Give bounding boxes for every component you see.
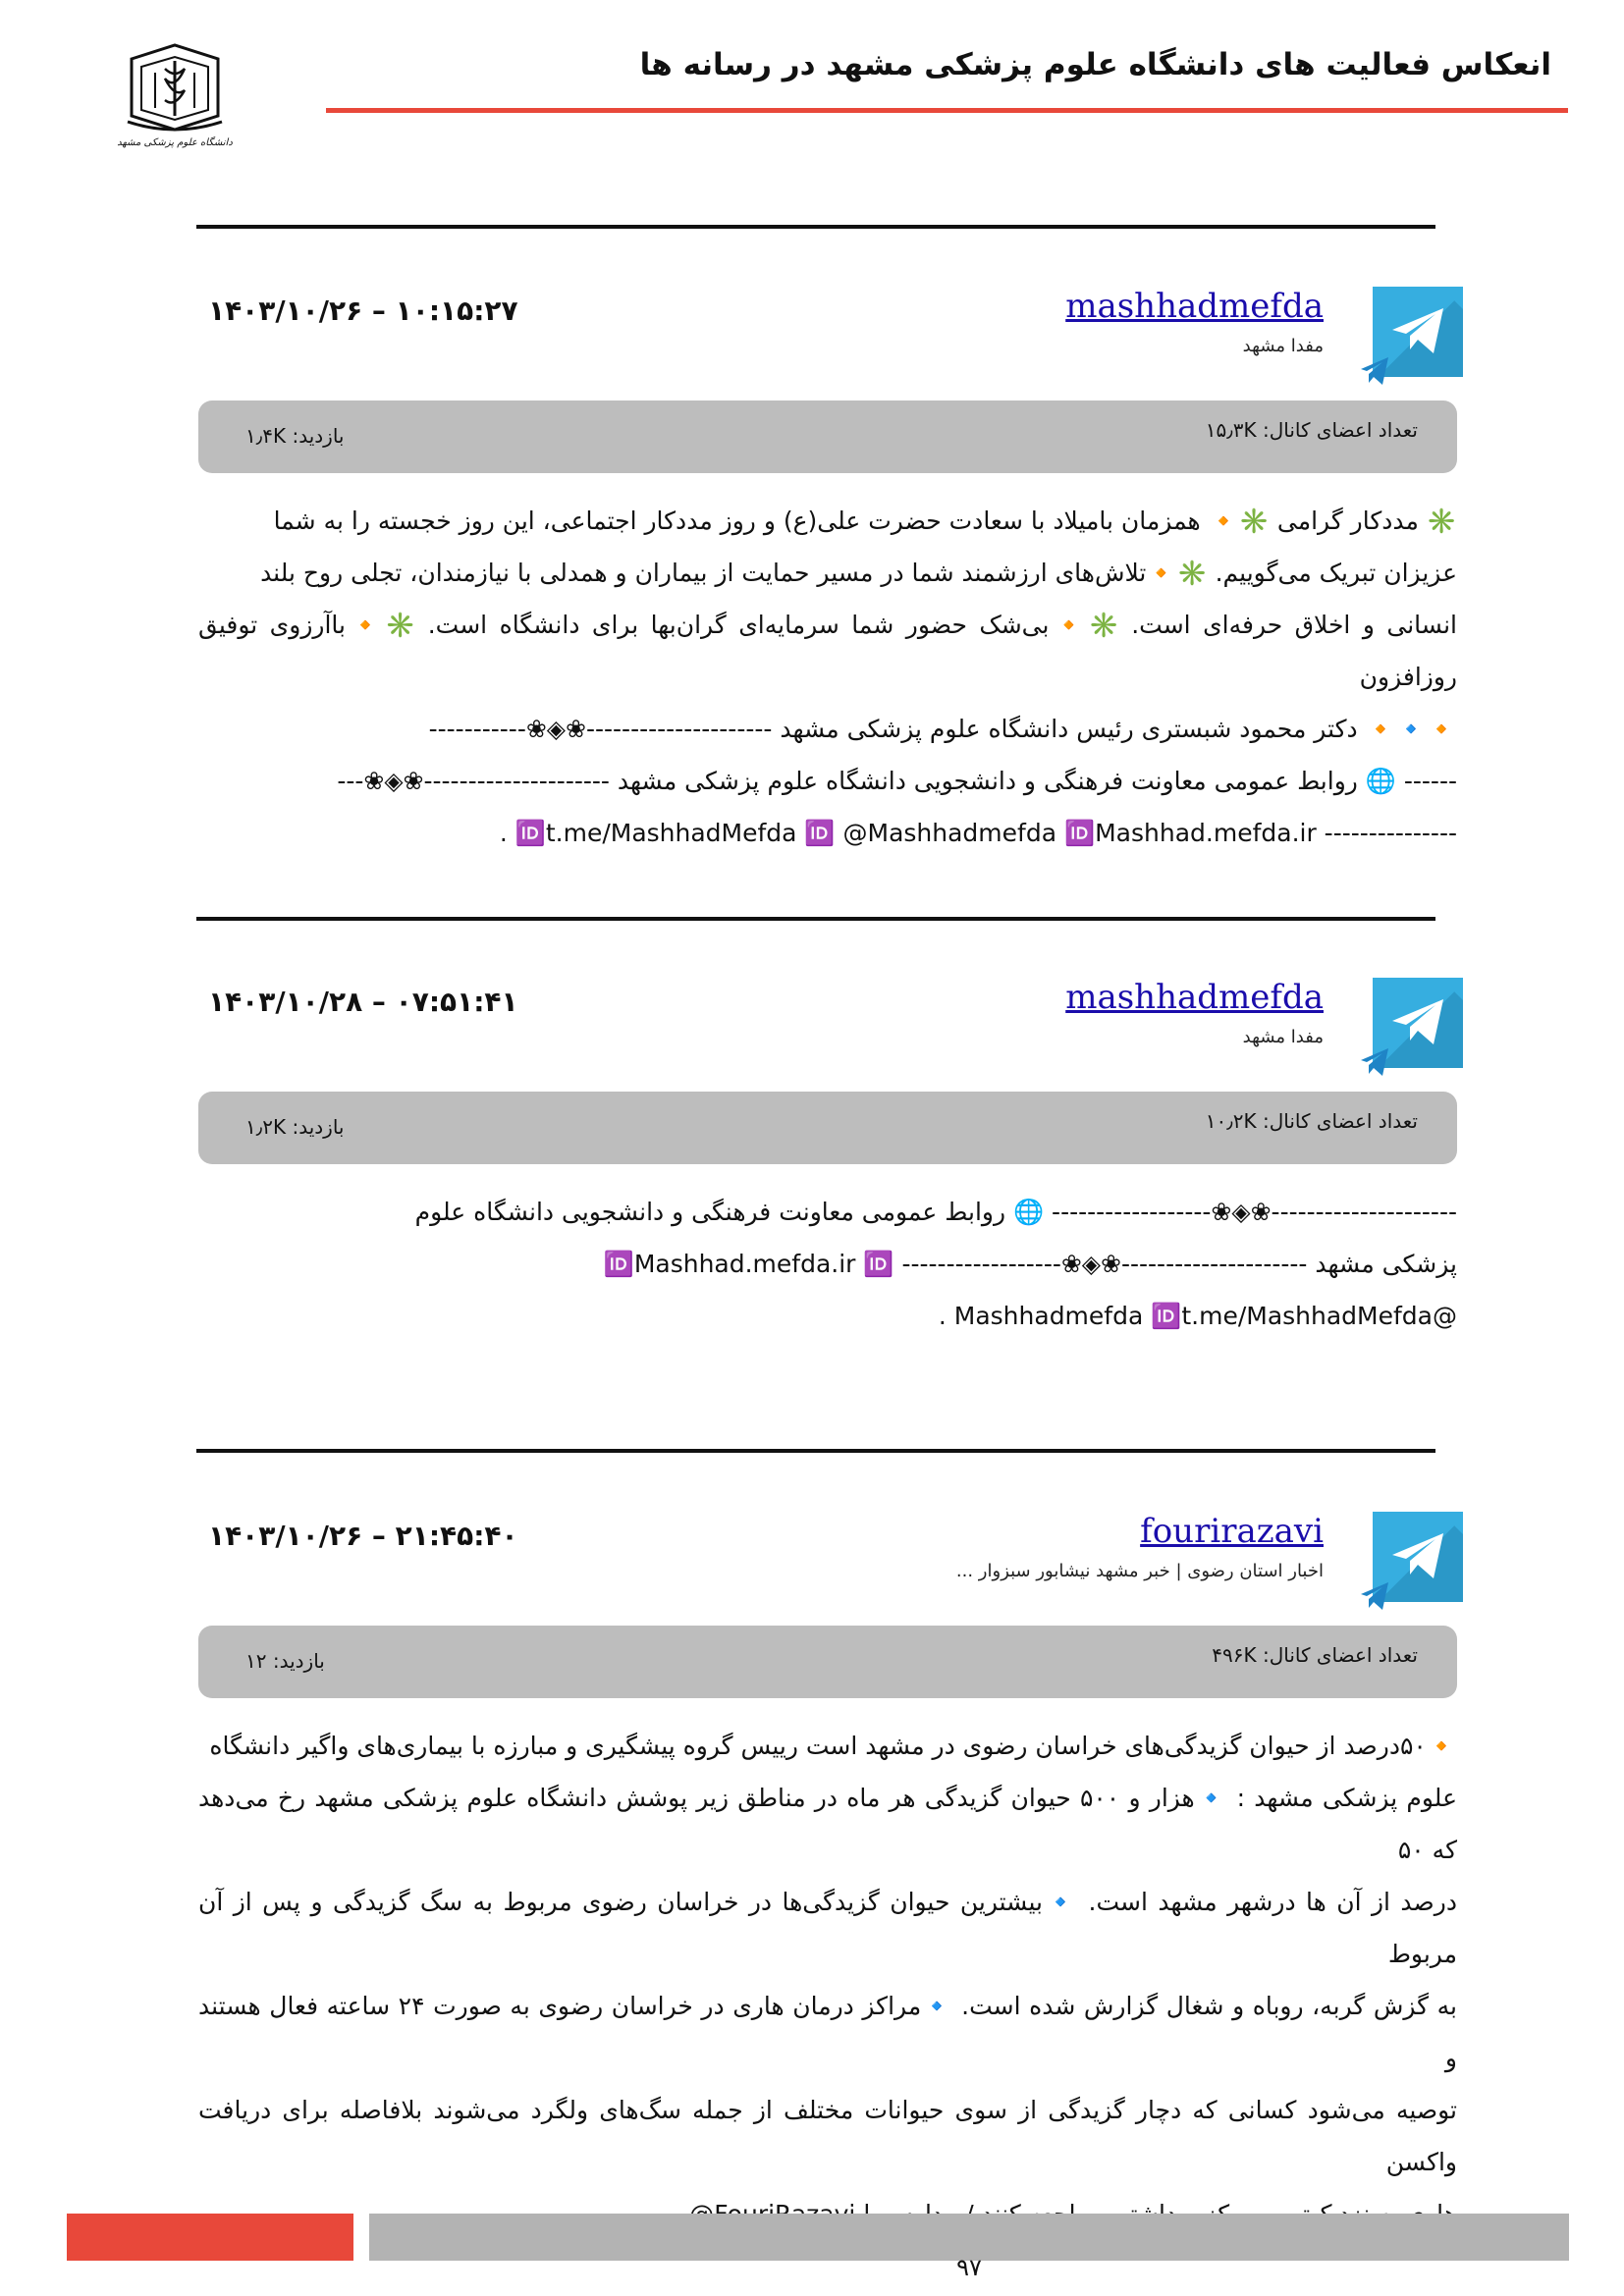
post-divider — [196, 1449, 1435, 1453]
post-datetime: ۱۴۰۳/۱۰/۲۶ – ۱۰:۱۵:۲۷ — [208, 294, 518, 327]
post-body-line: درصد از آن ها درشهر مشهد است. 🔹بیشترین حیوان گزیدگی‌ها در خراسان رضوی مربوط به سگ گزیدگی و پس از آن مربوط — [198, 1888, 1457, 1968]
post-body-line: ---------------------❀◈❀------------------ 🌐 روابط عمومی معاونت فرهنگی و دانشجویی دانشگاه علوم — [414, 1198, 1457, 1226]
members-label: تعداد اعضای کانال: — [1262, 1643, 1418, 1667]
channel-handle-link[interactable]: mashhadmefda — [1065, 978, 1324, 1017]
post-body-line: 🔸۵۰درصد از حیوان گزیدگی‌های خراسان رضوی در مشهد است رییس گروه پیشگیری و مبارزه با بیماری‌های واگیر دانشگاه — [209, 1732, 1457, 1760]
telegram-badge-icon — [1359, 355, 1390, 391]
channel-name: مفدا مشهد — [1242, 1027, 1324, 1047]
telegram-post — [196, 978, 1463, 1351]
views-label: بازدید: — [272, 1649, 325, 1673]
post-body-line: ------ 🌐 روابط عمومی معاونت فرهنگی و دانشجویی دانشگاه علوم پزشکی مشهد ---------------------❀◈❀--- — [337, 767, 1457, 795]
views-label: بازدید: — [292, 1115, 345, 1139]
post-body-line: --------------- 🆔t.me/MashhadMefda 🆔 @Mashhadmefda 🆔Mashhad.mefda.ir . — [499, 819, 1457, 847]
views-count — [245, 424, 344, 448]
footer-accent-bar — [67, 2214, 353, 2261]
members-value: ۴۹۶K — [1212, 1643, 1257, 1667]
post-body-line: ✳️ مددکار گرامی ✳️🔸 همزمان بامیلاد با سعادت حضرت علی(ع) و روز مددکار اجتماعی، این روز خجسته را به شما — [273, 507, 1457, 535]
telegram-badge-icon — [1359, 1580, 1390, 1616]
post-body — [198, 1186, 1457, 1342]
members-label: تعداد اعضای کانال: — [1262, 1109, 1418, 1133]
post-body-line: به گزش گربه، روباه و شغال گزارش شده است. 🔹مراکز درمان هاری در خراسان رضوی به صورت ۲۴ ساعته فعال هستند و — [198, 1992, 1457, 2072]
members-count — [1206, 1109, 1418, 1133]
views-value: ۱٫۲K — [245, 1115, 287, 1139]
post-body-line: توصیه می‌شود کسانی که دچار گزیدگی از سوی حیوانات مختلف از جمله سگ‌های ولگرد می‌شوند بلافاصله برای دریافت واکسن — [198, 2096, 1457, 2176]
views-value: ۱٫۴K — [245, 424, 287, 448]
post-body-line: @Mashhadmefda 🆔t.me/MashhadMefda . — [938, 1302, 1457, 1330]
post-body — [198, 1720, 1457, 2240]
telegram-badge-icon — [1359, 1046, 1390, 1082]
post-stats-bar — [198, 400, 1457, 473]
views-value: ۱۲ — [245, 1649, 267, 1673]
telegram-post — [196, 287, 1463, 847]
post-divider — [196, 225, 1435, 229]
header-accent-line — [326, 108, 1568, 113]
post-body-line: پزشکی مشهد ---------------------❀◈❀------------------ 🆔Mashhad.mefda.ir 🆔 — [603, 1250, 1457, 1278]
telegram-post — [196, 1512, 1463, 2176]
members-label: تعداد اعضای کانال: — [1262, 418, 1418, 442]
post-stats-bar — [198, 1092, 1457, 1164]
post-divider — [196, 917, 1435, 921]
channel-name: اخبار استان رضوی | خبر مشهد نیشابور سبزوار ... — [955, 1561, 1324, 1581]
members-count — [1212, 1643, 1418, 1667]
post-stats-bar — [198, 1626, 1457, 1698]
university-logo — [116, 39, 234, 167]
post-body-line: انسانی و اخلاق حرفه‌ای است. ✳️🔸بی‌شک حضور شما سرمایه‌ای گران‌بها برای دانشگاه است. ✳️🔸باآرزوی توفیق روزافزون — [198, 611, 1457, 691]
post-datetime: ۱۴۰۳/۱۰/۲۸ – ۰۷:۵۱:۴۱ — [208, 986, 518, 1018]
channel-name: مفدا مشهد — [1242, 336, 1324, 356]
page-header-title: انعکاس فعالیت های دانشگاه علوم پزشکی مشهد در رسانه ها — [639, 47, 1551, 82]
post-body-line: عزیزان تبریک می‌گوییم. ✳️🔸تلاش‌های ارزشمند شما در مسیر حمایت از بیماران و همدلی با نیازمندان، تجلی روح بلند — [260, 559, 1457, 587]
post-body — [198, 495, 1457, 859]
post-body-line: علوم پزشکی مشهد : 🔹هزار و ۵۰۰ حیوان گزیدگی هر ماه در مناطق زیر پوشش دانشگاه علوم پزشکی مشهد رخ می‌دهد که ۵۰ — [198, 1784, 1457, 1864]
members-count — [1206, 418, 1418, 442]
channel-handle-link[interactable]: mashhadmefda — [1065, 287, 1324, 326]
post-body-line: 🔸🔹🔸 دکتر محمود شبستری رئیس دانشگاه علوم پزشکی مشهد ---------------------❀◈❀----------- — [428, 715, 1457, 743]
logo-caption: دانشگاه علوم پزشکی مشهد — [117, 137, 233, 148]
members-value: ۱۵٫۳K — [1205, 418, 1257, 442]
post-datetime: ۱۴۰۳/۱۰/۲۶ – ۲۱:۴۵:۴۰ — [208, 1520, 518, 1552]
views-label: بازدید: — [292, 424, 345, 448]
page-number: ۹۷ — [956, 2254, 982, 2281]
views-count — [245, 1115, 344, 1139]
members-value: ۱۰٫۲K — [1205, 1109, 1257, 1133]
channel-handle-link[interactable]: fourirazavi — [1140, 1512, 1324, 1551]
views-count — [245, 1649, 325, 1673]
